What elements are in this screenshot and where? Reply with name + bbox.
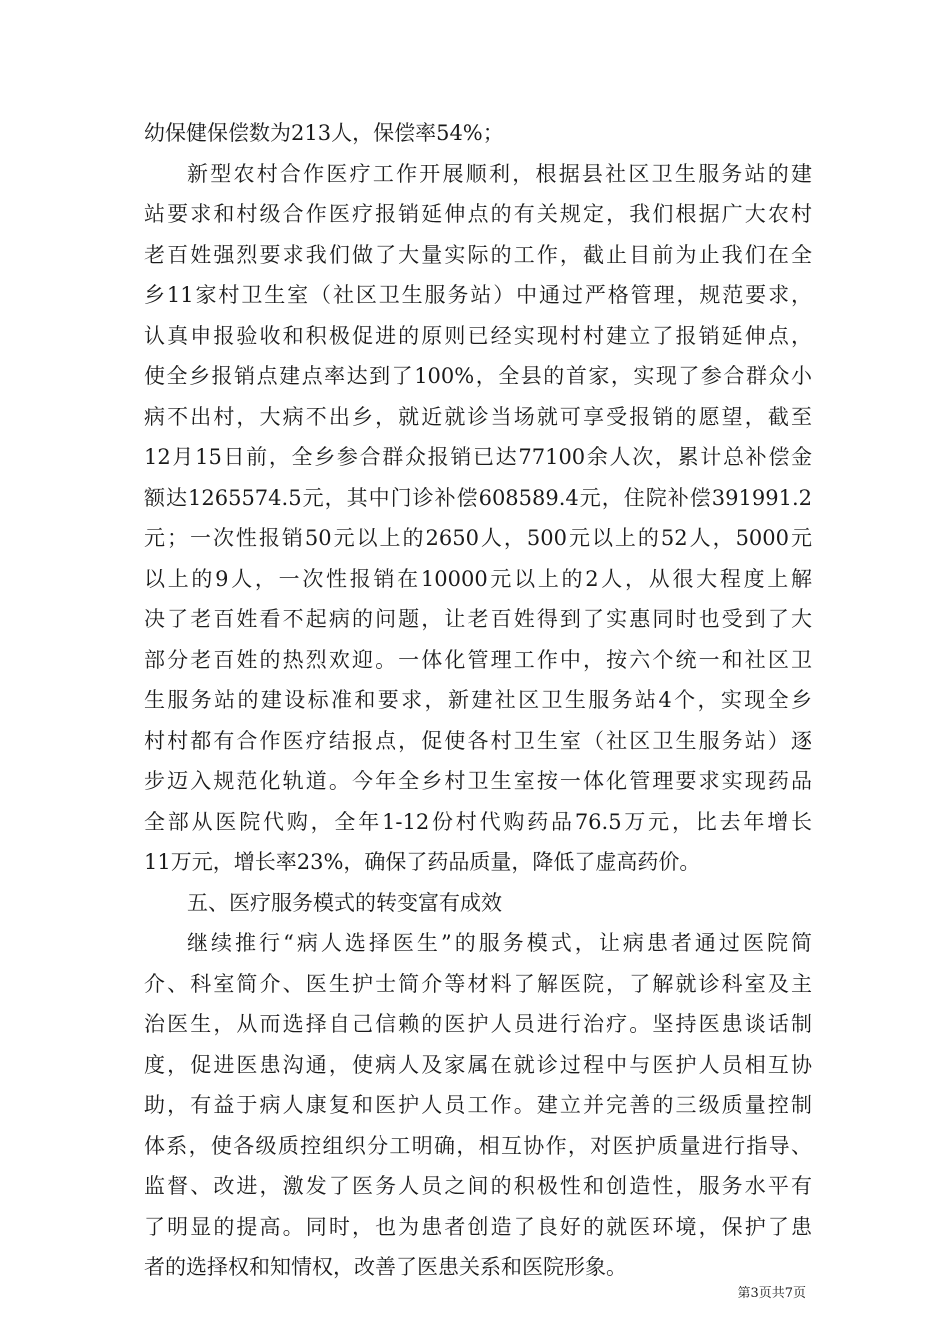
text-line: 村村都有合作医疗结报点，促使各村卫生室（社区卫生服务站）逐	[144, 728, 812, 753]
text-line: 者的选择权和知情权，改善了医患关系和医院形象。	[144, 1255, 627, 1279]
text-line: 12月15日前，全乡参合群众报销已达77100余人次，累计总补偿金	[144, 445, 812, 469]
text-line: 步迈入规范化轨道。今年全乡村卫生室按一体化管理要求实现药品	[144, 769, 812, 793]
text-line: 助，有益于病人康复和医护人员工作。建立并完善的三级质量控制	[144, 1093, 812, 1117]
text-line: 病不出村，大病不出乡，就近就诊当场就可享受报销的愿望，截至	[144, 404, 812, 429]
text-line: 站要求和村级合作医疗报销延伸点的有关规定，我们根据广大农村	[144, 202, 812, 226]
text-line: 介、科室简介、医生护士简介等材料了解医院，了解就诊科室及主	[144, 971, 812, 996]
text-line: 老百姓强烈要求我们做了大量实际的工作，截止目前为止我们在全	[144, 242, 812, 267]
text-line: 监督、改进，激发了医务人员之间的积极性和创造性，服务水平有	[144, 1174, 812, 1198]
paragraph-start-line: 继续推行“病人选择医生”的服务模式，让病患者通过医院简	[187, 931, 812, 955]
text-line: 决了老百姓看不起病的问题，让老百姓得到了实惠同时也受到了大	[144, 607, 812, 631]
text-line: 元；一次性报销50元以上的2650人，500元以上的52人，5000元	[144, 526, 812, 550]
text-line: 全部从医院代购，全年1-12份村代购药品76.5万元，比去年增长	[144, 809, 812, 834]
text-line: 以上的9人，一次性报销在10000元以上的2人，从很大程度上解	[144, 566, 812, 591]
text-line: 治医生，从而选择自己信赖的医护人员进行治疗。坚持医患谈话制	[144, 1012, 812, 1036]
paragraph-start-line: 新型农村合作医疗工作开展顺利，根据县社区卫生服务站的建	[187, 161, 812, 186]
text-line: 使全乡报销点建点率达到了100%，全县的首家，实现了参合群众小	[144, 364, 812, 388]
text-line: 11万元，增长率23%，确保了药品质量，降低了虚高药价。	[144, 850, 701, 874]
body-text	[144, 113, 812, 1288]
text-line: 部分老百姓的热烈欢迎。一体化管理工作中，按六个统一和社区卫	[144, 647, 812, 672]
text-line: 体系，使各级质控组织分工明确，相互协作，对医护质量进行指导、	[144, 1133, 812, 1158]
text-line: 幼保健保偿数为213人，保偿率54%；	[144, 121, 504, 145]
page-number-footer: 第3页共7页	[737, 1286, 806, 1301]
text-line: 生服务站的建设标准和要求，新建社区卫生服务站4个，实现全乡	[144, 688, 812, 712]
text-line: 额达1265574.5元，其中门诊补偿608589.4元，住院补偿391991.2	[144, 485, 812, 510]
text-line: 认真申报验收和积极促进的原则已经实现村村建立了报销延伸点，	[144, 323, 812, 348]
text-line: 度，促进医患沟通，使病人及家属在就诊过程中与医护人员相互协	[144, 1052, 812, 1077]
text-line: 乡11家村卫生室（社区卫生服务站）中通过严格管理，规范要求，	[144, 283, 812, 307]
section-heading: 五、医疗服务模式的转变富有成效	[187, 890, 502, 915]
text-line: 了明显的提高。同时，也为患者创造了良好的就医环境，保护了患	[144, 1214, 812, 1239]
